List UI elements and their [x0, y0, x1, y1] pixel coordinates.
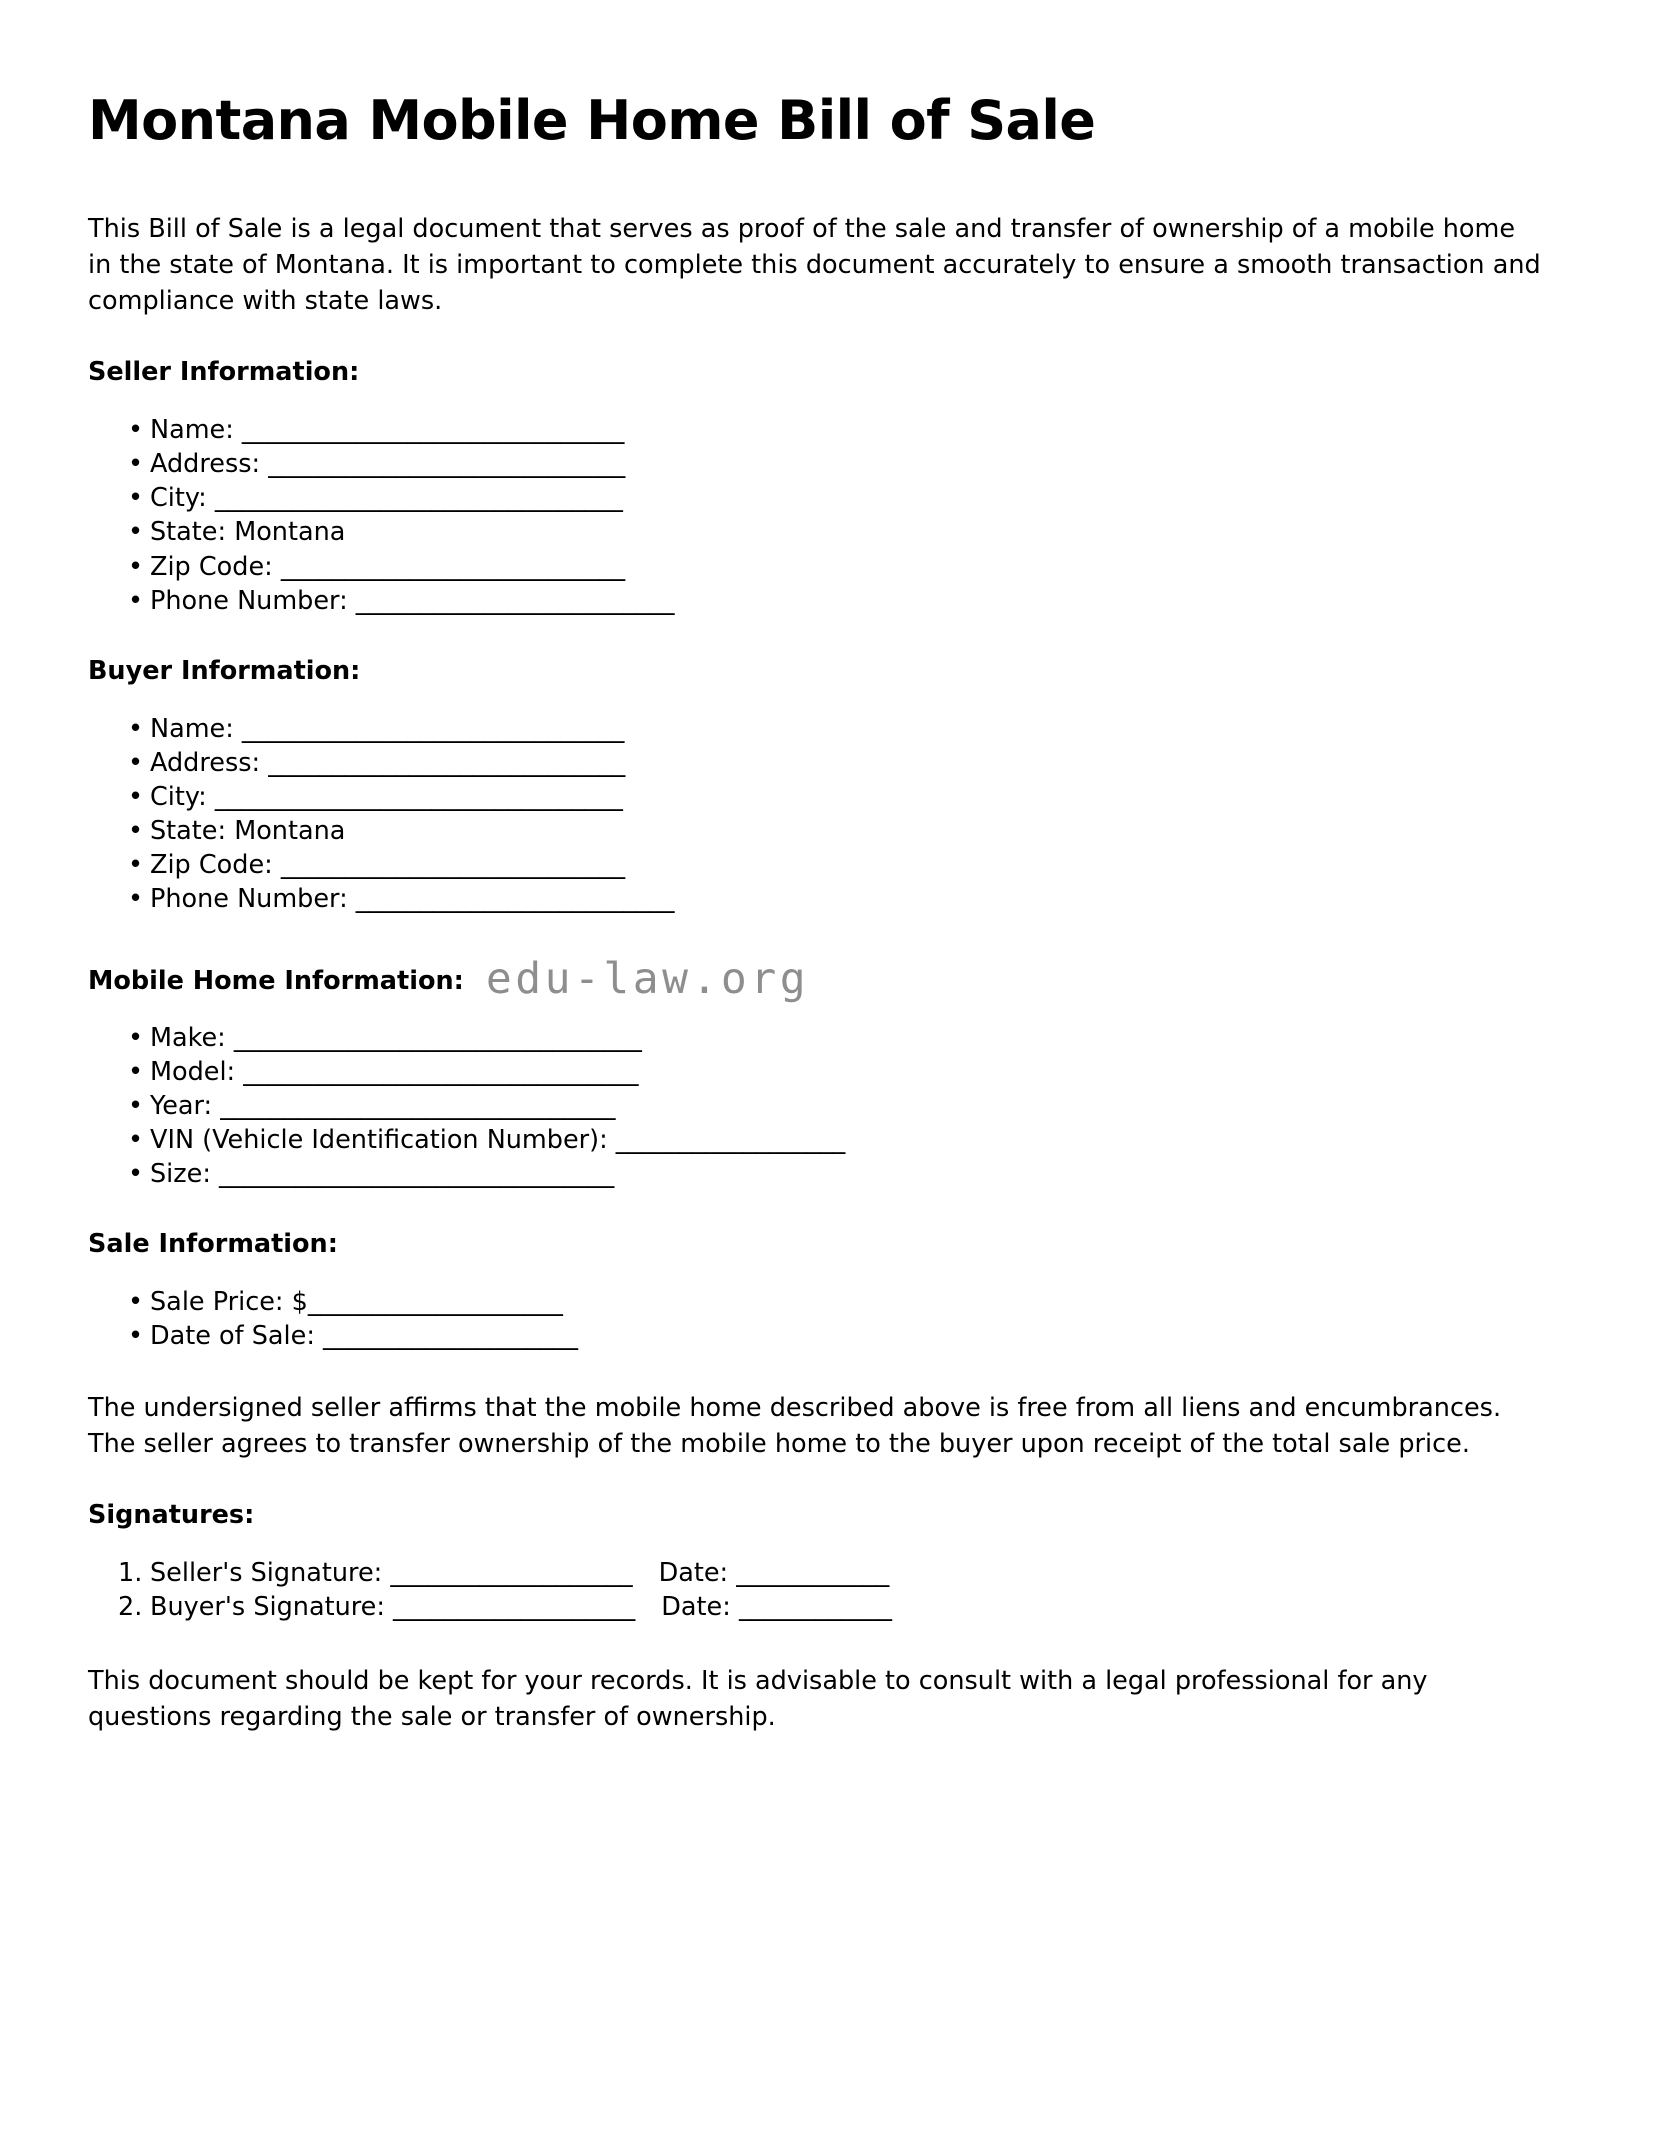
buyer-information-fields: [88, 712, 1576, 916]
list-item: [88, 1285, 1576, 1319]
seller-field-zip: Zip Code: ___________________________: [150, 551, 626, 582]
buyer-signature-date-label: Date: ____________: [661, 1592, 892, 1623]
buyer-field-city: City: ________________________________: [150, 781, 623, 812]
buyer-information-heading-label: Buyer Information:: [88, 655, 361, 686]
buyer-field-address: Address: ____________________________: [150, 747, 626, 778]
seller-information-fields: [88, 413, 1576, 617]
mobile-home-field-model: Model: _______________________________: [150, 1056, 639, 1087]
buyer-field-state: State: Montana: [150, 815, 346, 846]
list-item: [88, 1055, 1576, 1089]
intro-paragraph: This Bill of Sale is a legal document that serves as proof of the sale and transfer of ownership of a mobile home in the state of Montana. It is important to complete this document accurately to ensure a smooth transaction and compliance with state laws.: [88, 214, 1541, 316]
list-item: [88, 1319, 1576, 1353]
buyer-field-phone: Phone Number: _________________________: [150, 883, 675, 914]
list-item: [88, 780, 1576, 814]
seller-field-address: Address: ____________________________: [150, 449, 626, 480]
affirmation-paragraph: The undersigned seller affirms that the mobile home described above is free from all liens and encumbrances. The seller agrees to transfer ownership of the mobile home to the buyer upon receipt of the total sale price.: [88, 1392, 1502, 1459]
mobile-home-information-heading-label: Mobile Home Information:: [88, 965, 464, 996]
sale-field-price: Sale Price: $____________________: [150, 1286, 563, 1317]
list-item: [88, 413, 1576, 447]
mobile-home-information-heading: [88, 953, 1576, 1004]
list-item: [88, 882, 1576, 916]
list-item: [88, 447, 1576, 481]
watermark-text: edu-law.org: [485, 953, 810, 1004]
buyer-field-zip: Zip Code: ___________________________: [150, 849, 626, 880]
list-item: [88, 848, 1576, 882]
page-title: Montana Mobile Home Bill of Sale: [88, 89, 1096, 152]
signatures-heading: [88, 1500, 1576, 1530]
mobile-home-field-make: Make: ________________________________: [150, 1022, 642, 1053]
seller-signature-label: Seller's Signature: ___________________: [150, 1558, 633, 1589]
signatures-list: [88, 1556, 1576, 1624]
seller-information-heading-label: Seller Information:: [88, 357, 360, 388]
sale-information-heading-label: Sale Information:: [88, 1228, 338, 1259]
mobile-home-field-vin: VIN (Vehicle Identification Number): __________________: [150, 1124, 846, 1155]
mobile-home-field-size: Size: _______________________________: [150, 1158, 615, 1189]
seller-information-heading: [88, 357, 1576, 387]
closing-paragraph: This document should be kept for your records. It is advisable to consult with a legal professional for any questions regarding the sale or transfer of ownership.: [88, 1666, 1428, 1733]
list-item: [88, 481, 1576, 515]
list-item: [88, 550, 1576, 584]
list-item: [88, 1089, 1576, 1123]
list-item: [88, 584, 1576, 618]
list-item: [88, 515, 1576, 549]
buyer-signature-label: Buyer's Signature: ___________________: [150, 1592, 636, 1623]
sale-field-date: Date of Sale: ____________________: [150, 1320, 579, 1351]
sale-information-fields: [88, 1285, 1576, 1353]
seller-field-city: City: ________________________________: [150, 483, 623, 514]
list-item: [88, 1157, 1576, 1191]
sale-information-heading: [88, 1229, 1576, 1259]
list-item: [88, 746, 1576, 780]
buyer-information-heading: [88, 656, 1576, 686]
list-item: [88, 814, 1576, 848]
list-item: [88, 712, 1576, 746]
seller-field-name: Name: ______________________________: [150, 415, 625, 446]
list-item: [88, 1123, 1576, 1157]
buyer-field-name: Name: ______________________________: [150, 713, 625, 744]
mobile-home-information-fields: [88, 1021, 1576, 1191]
list-item: [88, 1021, 1576, 1055]
mobile-home-field-year: Year: _______________________________: [150, 1090, 616, 1121]
seller-signature-date-label: Date: ____________: [658, 1558, 890, 1589]
seller-field-phone: Phone Number: _________________________: [150, 585, 675, 616]
signatures-heading-label: Signatures:: [88, 1500, 255, 1531]
list-item: [88, 1590, 1576, 1624]
seller-field-state: State: Montana: [150, 517, 346, 548]
list-item: [88, 1556, 1576, 1590]
